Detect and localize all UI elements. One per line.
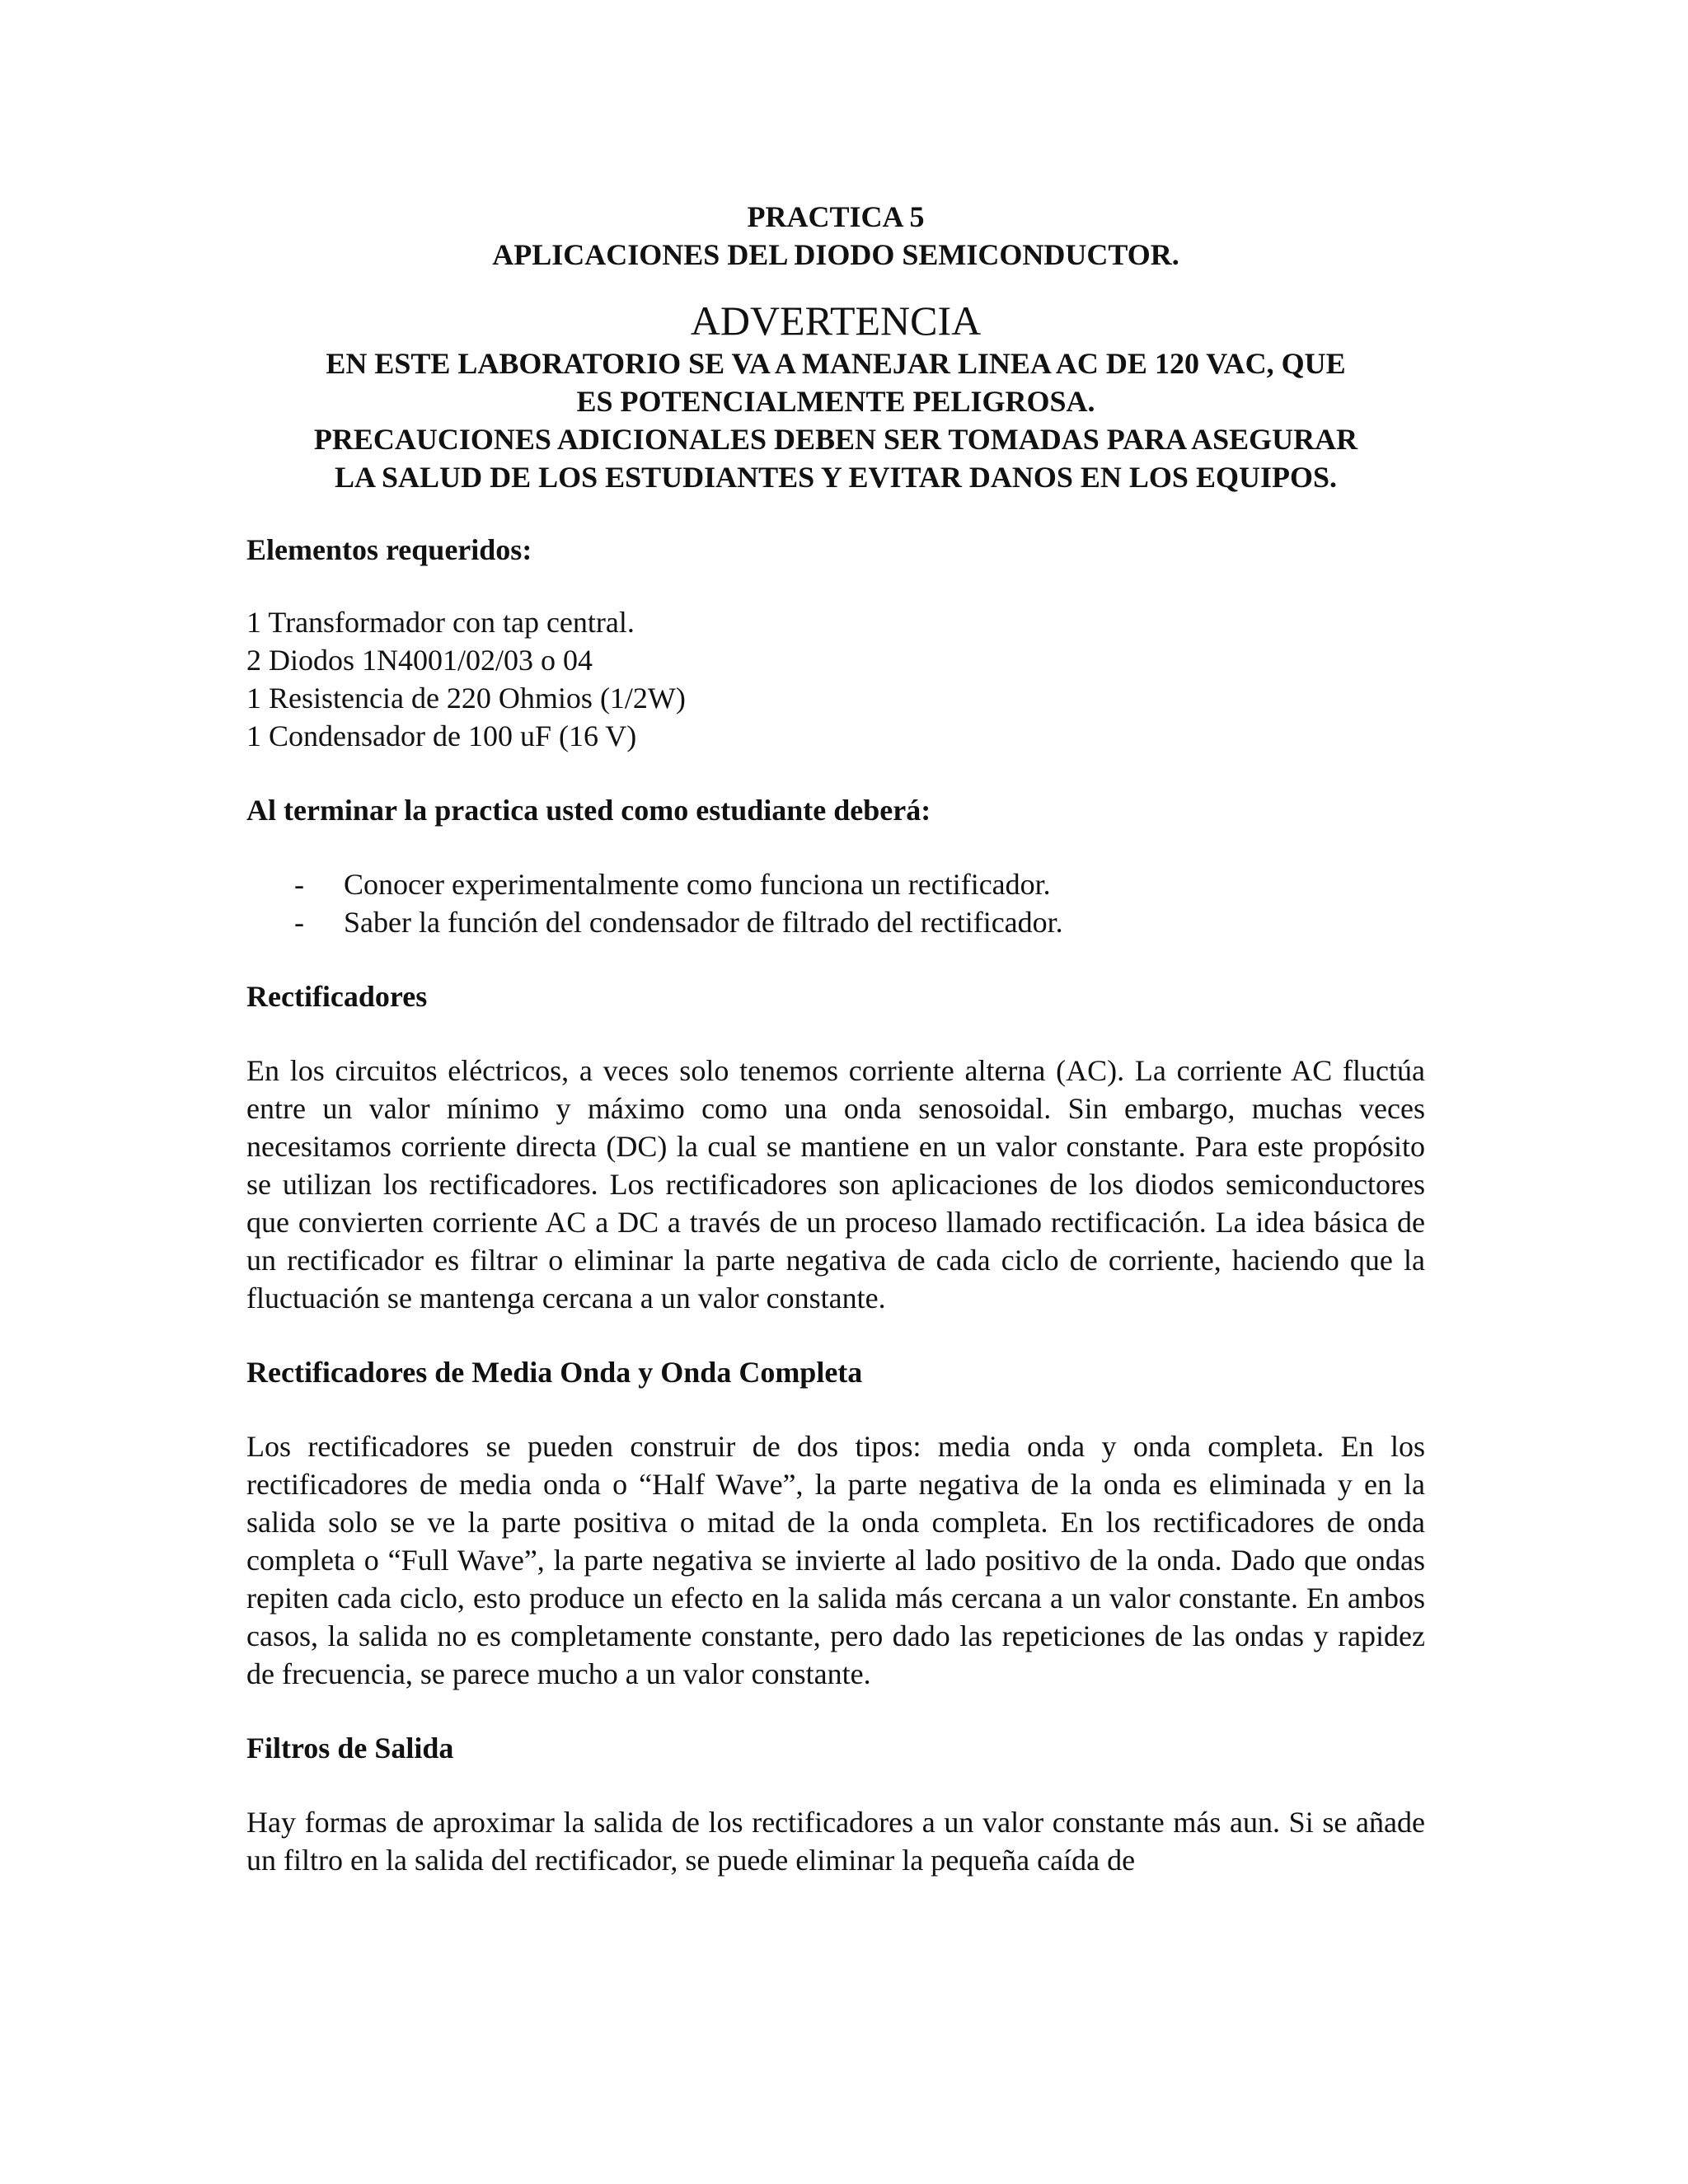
objective-text: Saber la función del condensador de filtrado del rectificador. <box>344 906 1063 939</box>
objectives-list <box>246 865 1425 941</box>
required-item: 1 Resistencia de 220 Ohmios (1/2W) <box>246 682 686 715</box>
objective-text: Conocer experimentalmente como funciona un rectificador. <box>344 868 1051 901</box>
required-elements-list <box>246 603 1425 755</box>
document-content <box>246 198 1425 1879</box>
required-item: 1 Condensador de 100 uF (16 V) <box>246 719 637 752</box>
document-header <box>246 198 1425 274</box>
warning-line: ES POTENCIALMENTE PELIGROSA. <box>576 385 1095 418</box>
practice-title: APLICACIONES DEL DIODO SEMICONDUCTOR. <box>492 238 1179 271</box>
required-elements-heading: Elementos requeridos: <box>246 533 532 566</box>
section-paragraph-media-onda: Los rectificadores se pueden construir de dos tipos: media onda y onda completa. En los rectificadores de media onda o “Half Wave”, la parte negativa de la onda es eliminada y en la salida solo se ve la parte positiva o mitad de la onda completa. En los rectificadores de onda completa o “Full Wave”, la parte negativa se invierte al lado positivo de la onda. Dado que ondas repiten cada ciclo, esto produce un efecto en la salida más cercana a un valor constante. En ambos casos, la salida no es completamente constante, pero dado las repeticiones de las ondas y rapidez de frecuencia, se parece mucho a un valor constante. <box>246 1430 1425 1690</box>
section-heading-rectificadores: Rectificadores <box>246 980 428 1013</box>
section-paragraph-filtros: Hay formas de aproximar la salida de los rectificadores a un valor constante más aun. Si se añade un filtro en la salida del rectificador, se puede eliminar la pequeña caída de <box>246 1806 1425 1877</box>
objectives-heading: Al terminar la practica usted como estudiante deberá: <box>246 794 931 827</box>
warning-block <box>246 297 1425 496</box>
practice-number: PRACTICA 5 <box>747 200 925 233</box>
section-heading-media-onda: Rectificadores de Media Onda y Onda Completa <box>246 1356 863 1389</box>
section-heading-filtros: Filtros de Salida <box>246 1732 454 1765</box>
warning-line: PRECAUCIONES ADICIONALES DEBEN SER TOMADAS PARA ASEGURAR <box>313 423 1358 456</box>
objective-item <box>246 903 1425 941</box>
required-item: 1 Transformador con tap central. <box>246 606 635 639</box>
objective-bullet: - <box>294 868 304 901</box>
section-paragraph-rectificadores: En los circuitos eléctricos, a veces solo tenemos corriente alterna (AC). La corriente AC fluctúa entre un valor mínimo y máximo como una onda senosoidal. Sin embargo, muchas veces necesitamos corriente directa (DC) la cual se mantiene en un valor constante. Para este propósito se utilizan los rectificadores. Los rectificadores son aplicaciones de los diodos semiconductores que convierten corriente AC a DC a través de un proceso llamado rectificación. La idea básica de un rectificador es filtrar o eliminar la parte negativa de cada ciclo de corriente, haciendo que la fluctuación se mantenga cercana a un valor constante. <box>246 1054 1425 1315</box>
required-item: 2 Diodos 1N4001/02/03 o 04 <box>246 644 593 677</box>
warning-line: EN ESTE LABORATORIO SE VA A MANEJAR LINEA AC DE 120 VAC, QUE <box>326 347 1346 380</box>
warning-title: ADVERTENCIA <box>690 298 982 344</box>
objective-bullet: - <box>294 906 304 939</box>
warning-line: LA SALUD DE LOS ESTUDIANTES Y EVITAR DANOS EN LOS EQUIPOS. <box>335 461 1337 494</box>
objective-item <box>246 865 1425 903</box>
